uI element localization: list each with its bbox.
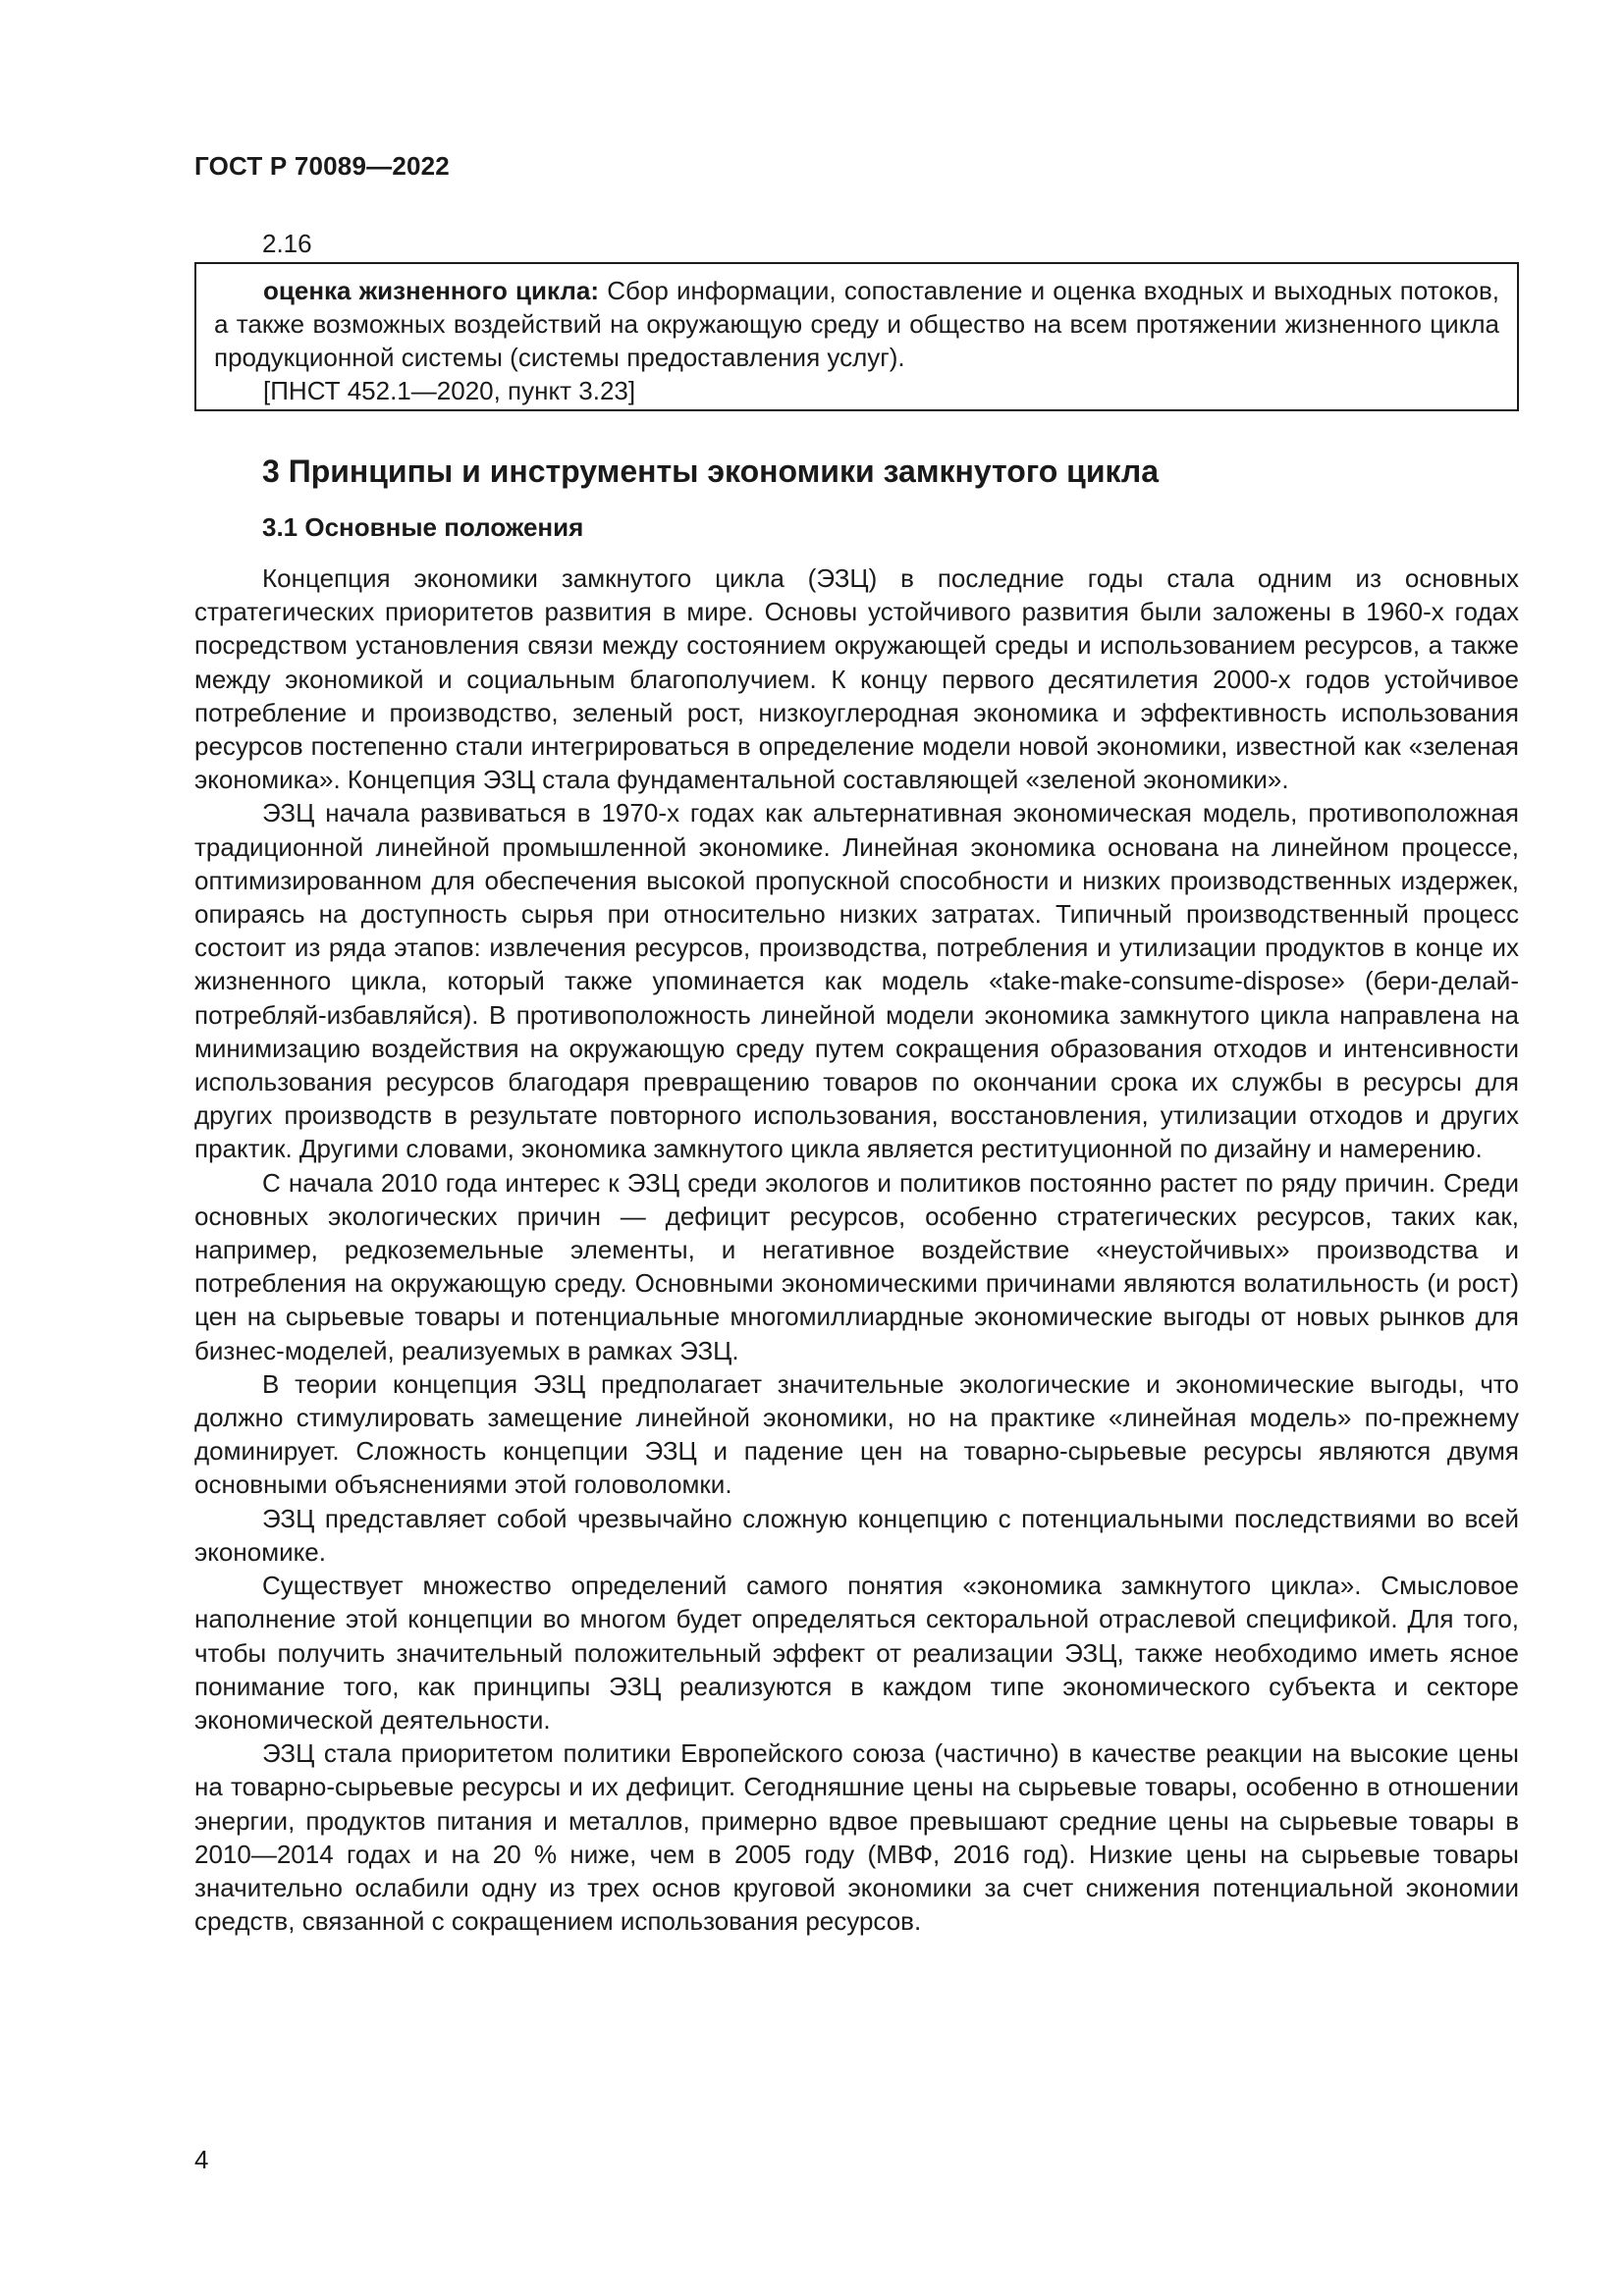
paragraph: ЭЗЦ начала развиваться в 1970-х годах как альтернативная экономическая модель, противоположная традиционной линейной промышленной экономике. Линейная экономика основана на линейном процессе, оптимизированном для обеспечения высокой пропускной способности и низких производственных издержек, опираясь на доступность сырья при относительно низких затратах. Типичный производственный процесс состоит из ряда этапов: извлечения ресурсов, производства, потребления и утилизации продуктов в конце их жизненного цикла, который также упоминается как модель «take-make-consume-dispose» (бери-делай-потребляй-избавляйся). В противоположность линейной модели экономика замкнутого цикла направлена на минимизацию воздействия на окружающую среду путем сокращения образования отходов и интенсивности использования ресурсов благодаря превращению товаров по окончании срока их службы в ресурсы для других производств в результате повторного использования, восстановления, утилизации отходов и других практик. Другими словами, экономика замкнутого цикла является реституционной по дизайну и намерению. [194, 798, 1519, 1164]
term-name: оценка жизненного цикла: [263, 276, 599, 305]
paragraph: ЭЗЦ представляет собой чрезвычайно сложную концепцию с потенциальными последствиями во всей экономике. [194, 1503, 1519, 1567]
paragraph: С начала 2010 года интерес к ЭЗЦ среди экологов и политиков постоянно растет по ряду причин. Среди основных экологических причин — дефицит ресурсов, особенно стратегических ресурсов, таких как, например, редкоземельные элементы, и негативное воздействие «неустойчивых» производства и потребления на окружающую среду. Основными экономическими причинами являются волатильность (и рост) цен на сырьевые товары и потенциальные многомиллиардные экономические выгоды от новых рынков для бизнес-моделей, реализуемых в рамках ЭЗЦ. [194, 1167, 1519, 1365]
paragraph: Существует множество определений самого понятия «экономика замкнутого цикла». Смысловое наполнение этой концепции во многом будет определяться секторальной отраслевой спецификой. Для того, чтобы получить значительный положительный эффект от реализации ЭЗЦ, также необходимо иметь ясное понимание того, как принципы ЭЗЦ реализуются в каждом типе экономического субъекта и секторе экономической деятельности. [194, 1571, 1519, 1735]
term-source: [ПНСТ 452.1—2020, пункт 3.23] [263, 376, 636, 405]
term-number: 2.16 [262, 229, 312, 258]
term-definition [214, 274, 1499, 374]
term-definition-box [194, 262, 1519, 411]
body-text [194, 561, 1519, 1938]
document-header: ГОСТ Р 70089—2022 [194, 151, 450, 181]
subsection-title: 3.1 Основные положения [262, 512, 584, 542]
page-number: 4 [194, 2145, 209, 2174]
paragraph: ЭЗЦ стала приоритетом политики Европейского союза (частично) в качестве реакции на высокие цены на товарно-сырьевые ресурсы и их дефицит. Сегодняшние цены на сырьевые товары, особенно в отношении энергии, продуктов питания и металлов, примерно вдвое превышают средние цены на сырьевые товары в 2010—2014 годах и на 20 % ниже, чем в 2005 году (МВФ, 2016 год). Низкие цены на сырьевые товары значительно ослабили одну из трех основ круговой экономики за счет снижения потенциальной экономии средств, связанной с сокращением использования ресурсов. [194, 1738, 1519, 1937]
section-title: 3 Принципы и инструменты экономики замкнутого цикла [262, 454, 1160, 489]
paragraph: В теории концепция ЭЗЦ предполагает значительные экологические и экономические выгоды, что должно стимулировать замещение линейной экономики, но на практике «линейная модель» по-прежнему доминирует. Сложность концепции ЭЗЦ и падение цен на товарно-сырьевые ресурсы являются двумя основными объяснениями этой головоломки. [194, 1368, 1519, 1500]
term-definition-text: Сбор информации, сопоставление и оценка входных и выходных потоков, а также возможных воздействий на окружающую среду и общество на всем протяжении жизненного цикла продукционной системы (системы предоставления услуг). [214, 276, 1500, 372]
paragraph: Концепция экономики замкнутого цикла (ЭЗЦ) в последние годы стала одним из основных стратегических приоритетов развития в мире. Основы устойчивого развития были заложены в 1960-х годах посредством установления связи между состоянием окружающей среды и использованием ресурсов, а также между экономикой и социальным благополучием. К концу первого десятилетия 2000-х годов устойчивое потребление и производство, зеленый рост, низкоуглеродная экономика и эффективность использования ресурсов постепенно стали интегрироваться в определение модели новой экономики, известной как «зеленая экономика». Концепция ЭЗЦ стала фундаментальной составляющей «зеленой экономики». [194, 563, 1519, 795]
